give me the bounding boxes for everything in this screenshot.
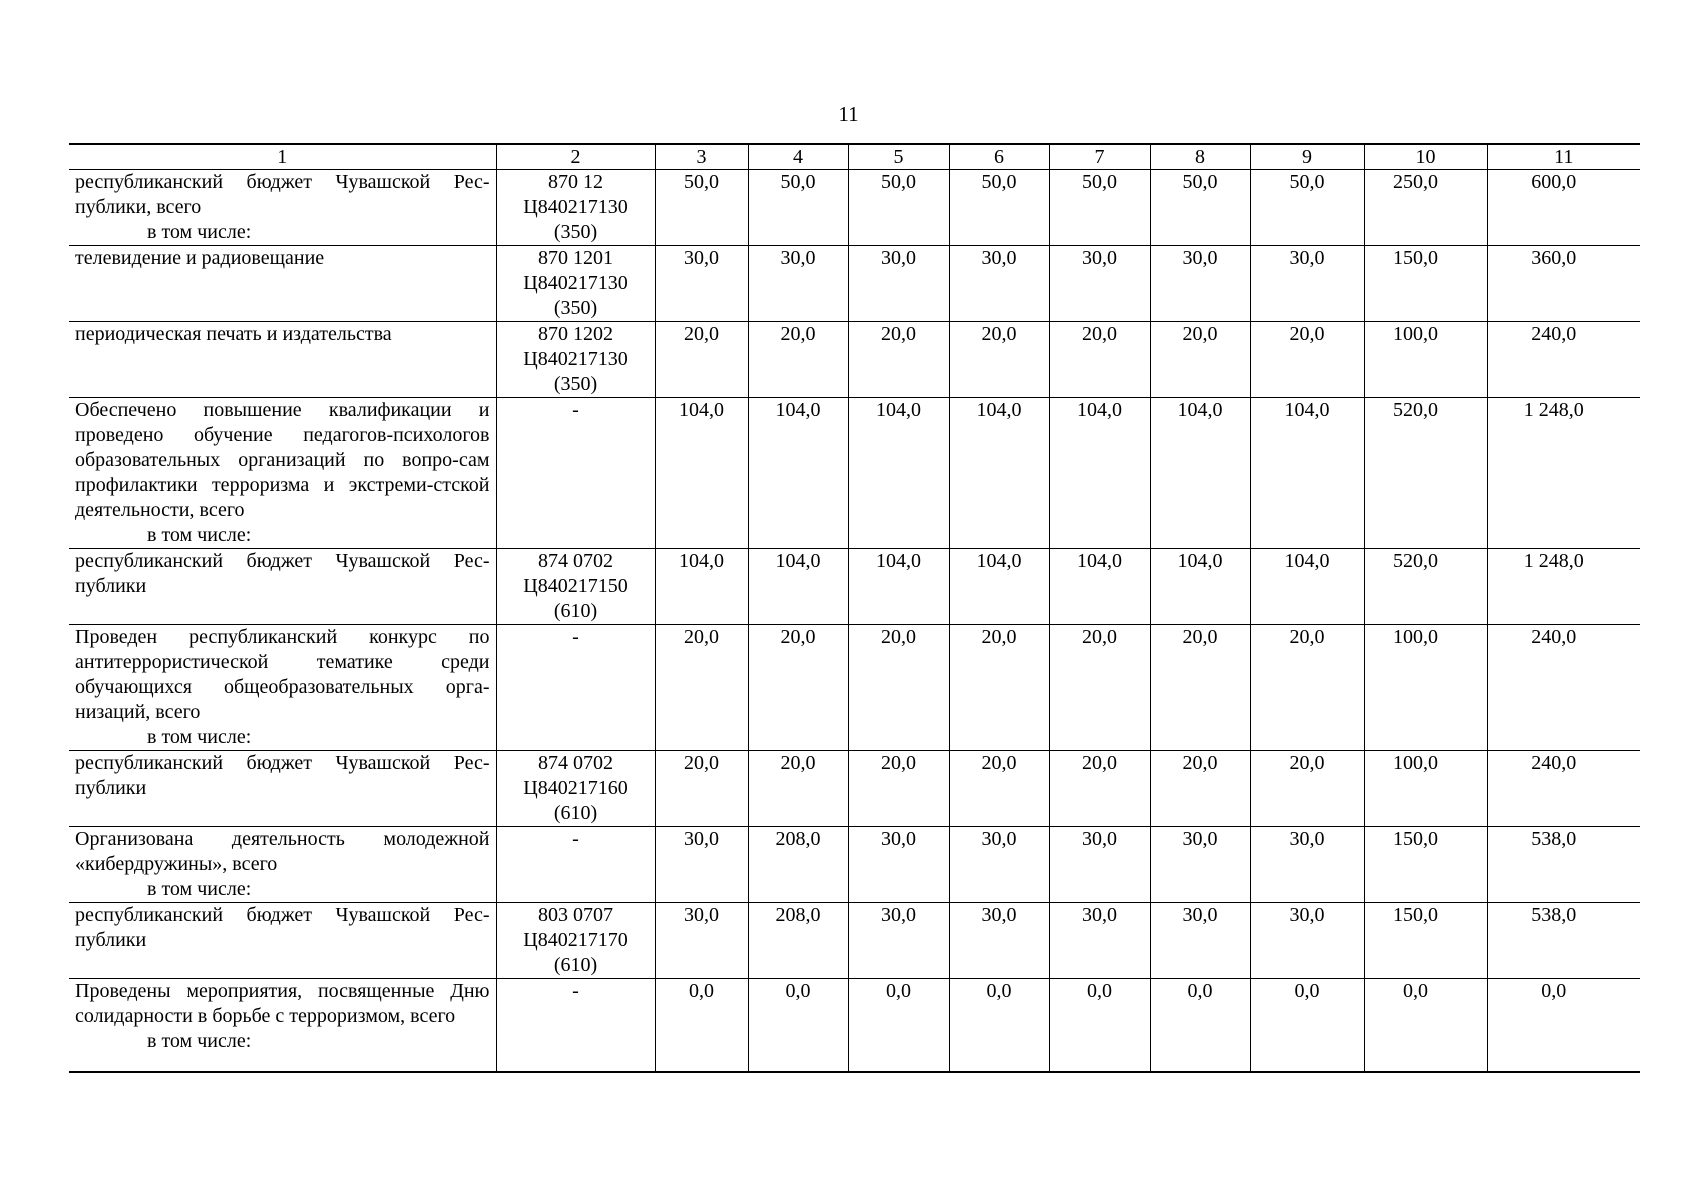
table-row	[69, 398, 1640, 549]
value-cell-col-10: 0,0	[1364, 979, 1487, 1072]
value-cell-col-3: 50,0	[655, 170, 748, 246]
value-cell-col-4: 104,0	[748, 549, 848, 625]
budget-code-line: 870 1201	[538, 247, 613, 269]
table-row	[69, 322, 1640, 398]
table-row	[69, 903, 1640, 979]
value-cell-col-3: 30,0	[655, 903, 748, 979]
row-description	[69, 246, 496, 322]
value-cell-col-8: 30,0	[1150, 827, 1250, 903]
row-subtitle: в том числе:	[147, 1030, 252, 1052]
value-cell-col-9: 30,0	[1250, 903, 1364, 979]
value-cell-col-9: 20,0	[1250, 625, 1364, 751]
value-cell-col-9: 20,0	[1250, 322, 1364, 398]
budget-code	[496, 322, 655, 398]
value-cell-col-5: 30,0	[848, 246, 949, 322]
value-cell-col-7: 0,0	[1049, 979, 1150, 1072]
value-cell-col-11: 1 248,0	[1487, 398, 1640, 549]
budget-code-line: Ц840217130	[523, 196, 628, 218]
value-cell-col-6: 104,0	[949, 549, 1049, 625]
value-cell-col-4: 20,0	[748, 751, 848, 827]
value-cell-col-3: 20,0	[655, 625, 748, 751]
value-cell-col-11: 240,0	[1487, 322, 1640, 398]
value-cell-col-10: 100,0	[1364, 751, 1487, 827]
row-description	[69, 827, 496, 903]
value-cell-col-5: 50,0	[848, 170, 949, 246]
value-cell-col-9: 30,0	[1250, 246, 1364, 322]
value-cell-col-5: 0,0	[848, 979, 949, 1072]
value-cell-col-10: 520,0	[1364, 398, 1487, 549]
value-cell-col-9: 20,0	[1250, 751, 1364, 827]
value-cell-col-11: 600,0	[1487, 170, 1640, 246]
budget-code	[496, 827, 655, 903]
value-cell-col-10: 100,0	[1364, 322, 1487, 398]
value-cell-col-5: 30,0	[848, 903, 949, 979]
table-row	[69, 751, 1640, 827]
value-cell-col-7: 20,0	[1049, 625, 1150, 751]
column-number-9: 9	[1250, 144, 1364, 170]
value-cell-col-11: 360,0	[1487, 246, 1640, 322]
value-cell-col-11: 538,0	[1487, 827, 1640, 903]
table-body	[69, 170, 1640, 1072]
table-row	[69, 827, 1640, 903]
value-cell-col-3: 30,0	[655, 827, 748, 903]
value-cell-col-6: 30,0	[949, 827, 1049, 903]
value-cell-col-6: 0,0	[949, 979, 1049, 1072]
value-cell-col-9: 104,0	[1250, 549, 1364, 625]
column-number-3: 3	[655, 144, 748, 170]
value-cell-col-6: 50,0	[949, 170, 1049, 246]
budget-code-line: Ц840217130	[523, 348, 628, 370]
value-cell-col-5: 104,0	[848, 549, 949, 625]
budget-code-line: Ц840217150	[523, 575, 628, 597]
budget-code	[496, 979, 655, 1072]
row-description	[69, 625, 496, 751]
column-number-row	[69, 144, 1640, 170]
row-description-text: Проведены мероприятия, посвященные Дню солидарности в борьбе с терроризмом, всего	[75, 980, 490, 1027]
budget-code-line: 874 0702	[538, 752, 613, 774]
value-cell-col-7: 104,0	[1049, 398, 1150, 549]
table-row	[69, 246, 1640, 322]
column-number-7: 7	[1049, 144, 1150, 170]
table-row	[69, 549, 1640, 625]
row-description	[69, 751, 496, 827]
row-description	[69, 170, 496, 246]
row-subtitle: в том числе:	[147, 221, 252, 243]
column-number-10: 10	[1364, 144, 1487, 170]
table-row	[69, 170, 1640, 246]
row-description-text: Проведен республиканский конкурс по антитеррористической тематике среди обучающихся общеобразовательных орга-низаций, всего	[75, 626, 490, 723]
row-subtitle: в том числе:	[147, 878, 252, 900]
row-description	[69, 398, 496, 549]
row-description-text: республиканский бюджет Чувашской Рес-публики	[75, 752, 490, 799]
value-cell-col-3: 0,0	[655, 979, 748, 1072]
budget-code	[496, 170, 655, 246]
budget-code-line: -	[572, 980, 579, 1002]
value-cell-col-10: 150,0	[1364, 827, 1487, 903]
value-cell-col-8: 30,0	[1150, 903, 1250, 979]
value-cell-col-7: 20,0	[1049, 322, 1150, 398]
column-number-4: 4	[748, 144, 848, 170]
value-cell-col-11: 1 248,0	[1487, 549, 1640, 625]
value-cell-col-8: 104,0	[1150, 549, 1250, 625]
value-cell-col-6: 30,0	[949, 246, 1049, 322]
budget-code-line: -	[572, 399, 579, 421]
row-description-text: Организована деятельность молодежной «кибердружины», всего	[75, 828, 490, 875]
column-number-8: 8	[1150, 144, 1250, 170]
value-cell-col-7: 20,0	[1049, 751, 1150, 827]
value-cell-col-4: 20,0	[748, 625, 848, 751]
budget-code	[496, 246, 655, 322]
row-description	[69, 549, 496, 625]
value-cell-col-6: 20,0	[949, 322, 1049, 398]
value-cell-col-11: 240,0	[1487, 625, 1640, 751]
value-cell-col-8: 104,0	[1150, 398, 1250, 549]
budget-table	[69, 143, 1640, 1073]
budget-code-line: Ц840217170	[523, 929, 628, 951]
page-number: 11	[838, 102, 859, 126]
column-number-6: 6	[949, 144, 1049, 170]
value-cell-col-9: 104,0	[1250, 398, 1364, 549]
value-cell-col-6: 30,0	[949, 903, 1049, 979]
row-description-text: республиканский бюджет Чувашской Рес-публики	[75, 904, 490, 951]
row-subtitle: в том числе:	[147, 524, 252, 546]
value-cell-col-8: 20,0	[1150, 751, 1250, 827]
value-cell-col-7: 104,0	[1049, 549, 1150, 625]
value-cell-col-8: 20,0	[1150, 322, 1250, 398]
value-cell-col-11: 0,0	[1487, 979, 1640, 1072]
value-cell-col-5: 30,0	[848, 827, 949, 903]
value-cell-col-8: 30,0	[1150, 246, 1250, 322]
column-number-5: 5	[848, 144, 949, 170]
value-cell-col-5: 20,0	[848, 322, 949, 398]
value-cell-col-7: 30,0	[1049, 246, 1150, 322]
value-cell-col-4: 50,0	[748, 170, 848, 246]
value-cell-col-3: 20,0	[655, 322, 748, 398]
value-cell-col-5: 20,0	[848, 625, 949, 751]
value-cell-col-6: 104,0	[949, 398, 1049, 549]
value-cell-col-7: 30,0	[1049, 827, 1150, 903]
row-description-text: республиканский бюджет Чувашской Рес-публики	[75, 550, 490, 597]
column-number-2: 2	[496, 144, 655, 170]
row-description	[69, 322, 496, 398]
budget-code-line: 803 0707	[538, 904, 613, 926]
value-cell-col-4: 208,0	[748, 827, 848, 903]
value-cell-col-8: 0,0	[1150, 979, 1250, 1072]
value-cell-col-3: 104,0	[655, 398, 748, 549]
row-description	[69, 979, 496, 1072]
value-cell-col-9: 30,0	[1250, 827, 1364, 903]
value-cell-col-10: 150,0	[1364, 903, 1487, 979]
value-cell-col-9: 50,0	[1250, 170, 1364, 246]
value-cell-col-10: 100,0	[1364, 625, 1487, 751]
row-description-text: периодическая печать и издательства	[75, 323, 392, 345]
value-cell-col-4: 0,0	[748, 979, 848, 1072]
value-cell-col-7: 50,0	[1049, 170, 1150, 246]
value-cell-col-9: 0,0	[1250, 979, 1364, 1072]
value-cell-col-3: 20,0	[655, 751, 748, 827]
budget-code-line: 870 12	[548, 171, 603, 193]
value-cell-col-4: 208,0	[748, 903, 848, 979]
row-description-text: республиканский бюджет Чувашской Рес-публики, всего	[75, 171, 490, 218]
value-cell-col-4: 30,0	[748, 246, 848, 322]
budget-code-line: 870 1202	[538, 323, 613, 345]
value-cell-col-10: 150,0	[1364, 246, 1487, 322]
budget-code-line: Ц840217160	[523, 777, 628, 799]
budget-code	[496, 625, 655, 751]
value-cell-col-3: 30,0	[655, 246, 748, 322]
budget-code	[496, 398, 655, 549]
row-description-text: Обеспечено повышение квалификации и проведено обучение педагогов-психологов образовательных организаций по вопро-сам профилактики терроризма и экстреми-стской деятельности, всего	[75, 399, 490, 521]
value-cell-col-5: 104,0	[848, 398, 949, 549]
row-description	[69, 903, 496, 979]
budget-code	[496, 903, 655, 979]
value-cell-col-6: 20,0	[949, 751, 1049, 827]
table-row	[69, 625, 1640, 751]
budget-code-line: (350)	[553, 297, 598, 319]
value-cell-col-7: 30,0	[1049, 903, 1150, 979]
budget-code	[496, 751, 655, 827]
value-cell-col-3: 104,0	[655, 549, 748, 625]
table-row	[69, 979, 1640, 1072]
value-cell-col-4: 20,0	[748, 322, 848, 398]
budget-code-line: (350)	[553, 373, 598, 395]
value-cell-col-10: 250,0	[1364, 170, 1487, 246]
value-cell-col-11: 538,0	[1487, 903, 1640, 979]
budget-code-line: (610)	[553, 954, 598, 976]
column-number-11: 11	[1487, 144, 1640, 170]
budget-code-line: Ц840217130	[523, 272, 628, 294]
value-cell-col-10: 520,0	[1364, 549, 1487, 625]
budget-code-line: -	[572, 626, 579, 648]
column-number-1: 1	[69, 144, 496, 170]
row-subtitle: в том числе:	[147, 726, 252, 748]
budget-code-line: (610)	[553, 600, 598, 622]
value-cell-col-5: 20,0	[848, 751, 949, 827]
value-cell-col-8: 50,0	[1150, 170, 1250, 246]
value-cell-col-4: 104,0	[748, 398, 848, 549]
budget-code-line: (610)	[553, 802, 598, 824]
budget-code-line: 874 0702	[538, 550, 613, 572]
value-cell-col-11: 240,0	[1487, 751, 1640, 827]
budget-code-line: (350)	[553, 221, 598, 243]
budget-code-line: -	[572, 828, 579, 850]
budget-code	[496, 549, 655, 625]
row-description-text: телевидение и радиовещание	[75, 247, 325, 269]
value-cell-col-6: 20,0	[949, 625, 1049, 751]
value-cell-col-8: 20,0	[1150, 625, 1250, 751]
